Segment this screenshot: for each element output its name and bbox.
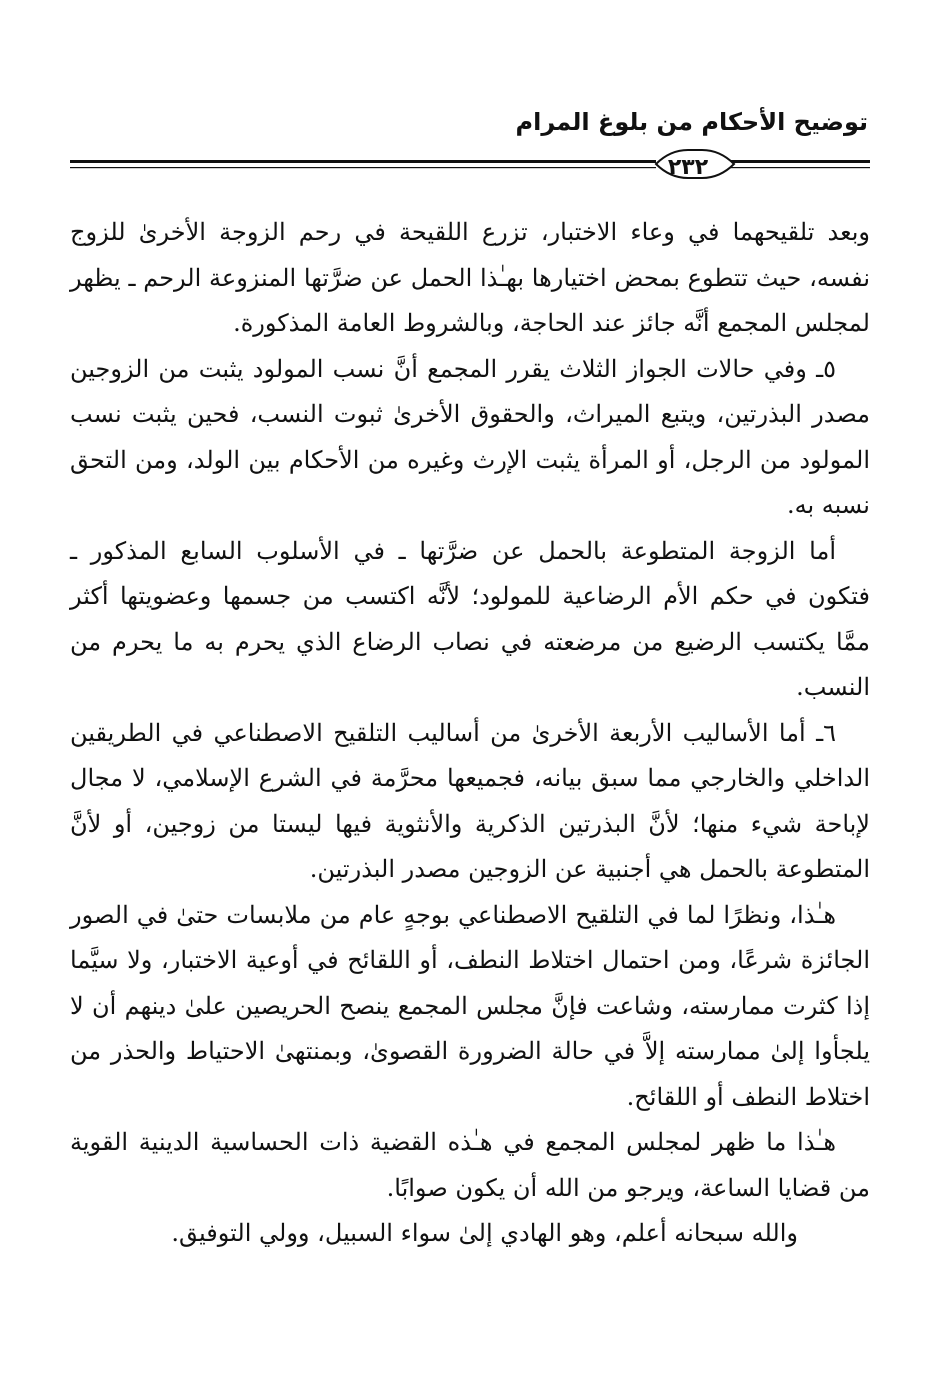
book-title: توضيح الأحكام من بلوغ المرام [515, 108, 868, 136]
rule-left-thin [70, 167, 656, 168]
paragraph-caution: هـٰذا، ونظرًا لما في التلقيح الاصطناعي بوجهٍ عام من ملابسات حتىٰ في الصور الجائزة شرعًا، ومن احتمال اختلاط النطف، أو اللقائح في أوعية الاختبار، ولا سيَّما إذا كثرت ممارسته، وشاعت فإنَّ مجلس المجمع ينصح الحريصين علىٰ دينهم أن لا يلجأوا إلىٰ ممارسته إلاَّ في حالة الضرورة القصوىٰ، وبمنتهىٰ الاحتياط والحذر من اختلاط النطف أو اللقائح. [70, 900, 870, 1111]
paragraph-conclusion: هـٰذا ما ظهر لمجلس المجمع في هـٰذه القضية ذات الحساسية الدينية القوية من قضايا الساعة، ويرجو من الله أن يكون صوابًا. [70, 1128, 870, 1202]
body-text [70, 210, 870, 1257]
page-number: ٢٣٢ [667, 155, 709, 180]
paragraph-closing: والله سبحانه أعلم، وهو الهادي إلىٰ سواء السبيل، وولي التوفيق. [171, 1219, 798, 1247]
paragraph-item-5: ٥ـ وفي حالات الجواز الثلاث يقرر المجمع أنَّ نسب المولود يثبت من الزوجين مصدر البذرتين، ويتبع الميراث، والحقوق الأخرىٰ ثبوت النسب، فحين يثبت نسب المولود من الرجل، أو المرأة يثبت الإرث وغيره من الأحكام بين الولد، ومن التحق نسبه به. [70, 354, 870, 519]
page-header [70, 108, 870, 198]
paragraph-item-6: ٦ـ أما الأساليب الأربعة الأخرىٰ من أساليب التلقيح الاصطناعي في الطريقين الداخلي والخارجي مما سبق بيانه، فجميعها محرَّمة في الشرع الإسلامي، لا مجال لإباحة شيء منها؛ لأنَّ البذرتين الذكرية والأنثوية فيها ليستا من زوجين، أو لأنَّ المتطوعة بالحمل هي أجنبية عن الزوجين مصدر البذرتين. [70, 718, 870, 883]
rule-right-thin [720, 167, 870, 168]
rule-right-thick [720, 160, 870, 163]
rule-left-thick [70, 160, 656, 163]
header-rule-ornament [70, 148, 870, 188]
header-rule [70, 148, 870, 188]
paragraph-surrogate-wife: أما الزوجة المتطوعة بالحمل عن ضرَّتها ـ في الأسلوب السابع المذكور ـ فتكون في حكم الأم الرضاعية للمولود؛ لأنَّه اكتسب من جسمها وعضويتها أكثر ممَّا يكتسب الرضيع من مرضعته في نصاب الرضاع الذي يحرم به ما يحرم من النسب. [70, 536, 870, 701]
paragraph-continuation: وبعد تلقيحهما في وعاء الاختبار، تزرع اللقيحة في رحم الزوجة الأخرىٰ للزوج نفسه، حيث تتطوع بمحض اختيارها بهـٰذا الحمل عن ضرَّتها المنزوعة الرحم ـ يظهر لمجلس المجمع أنَّه جائز عند الحاجة، وبالشروط العامة المذكورة. [70, 218, 870, 337]
